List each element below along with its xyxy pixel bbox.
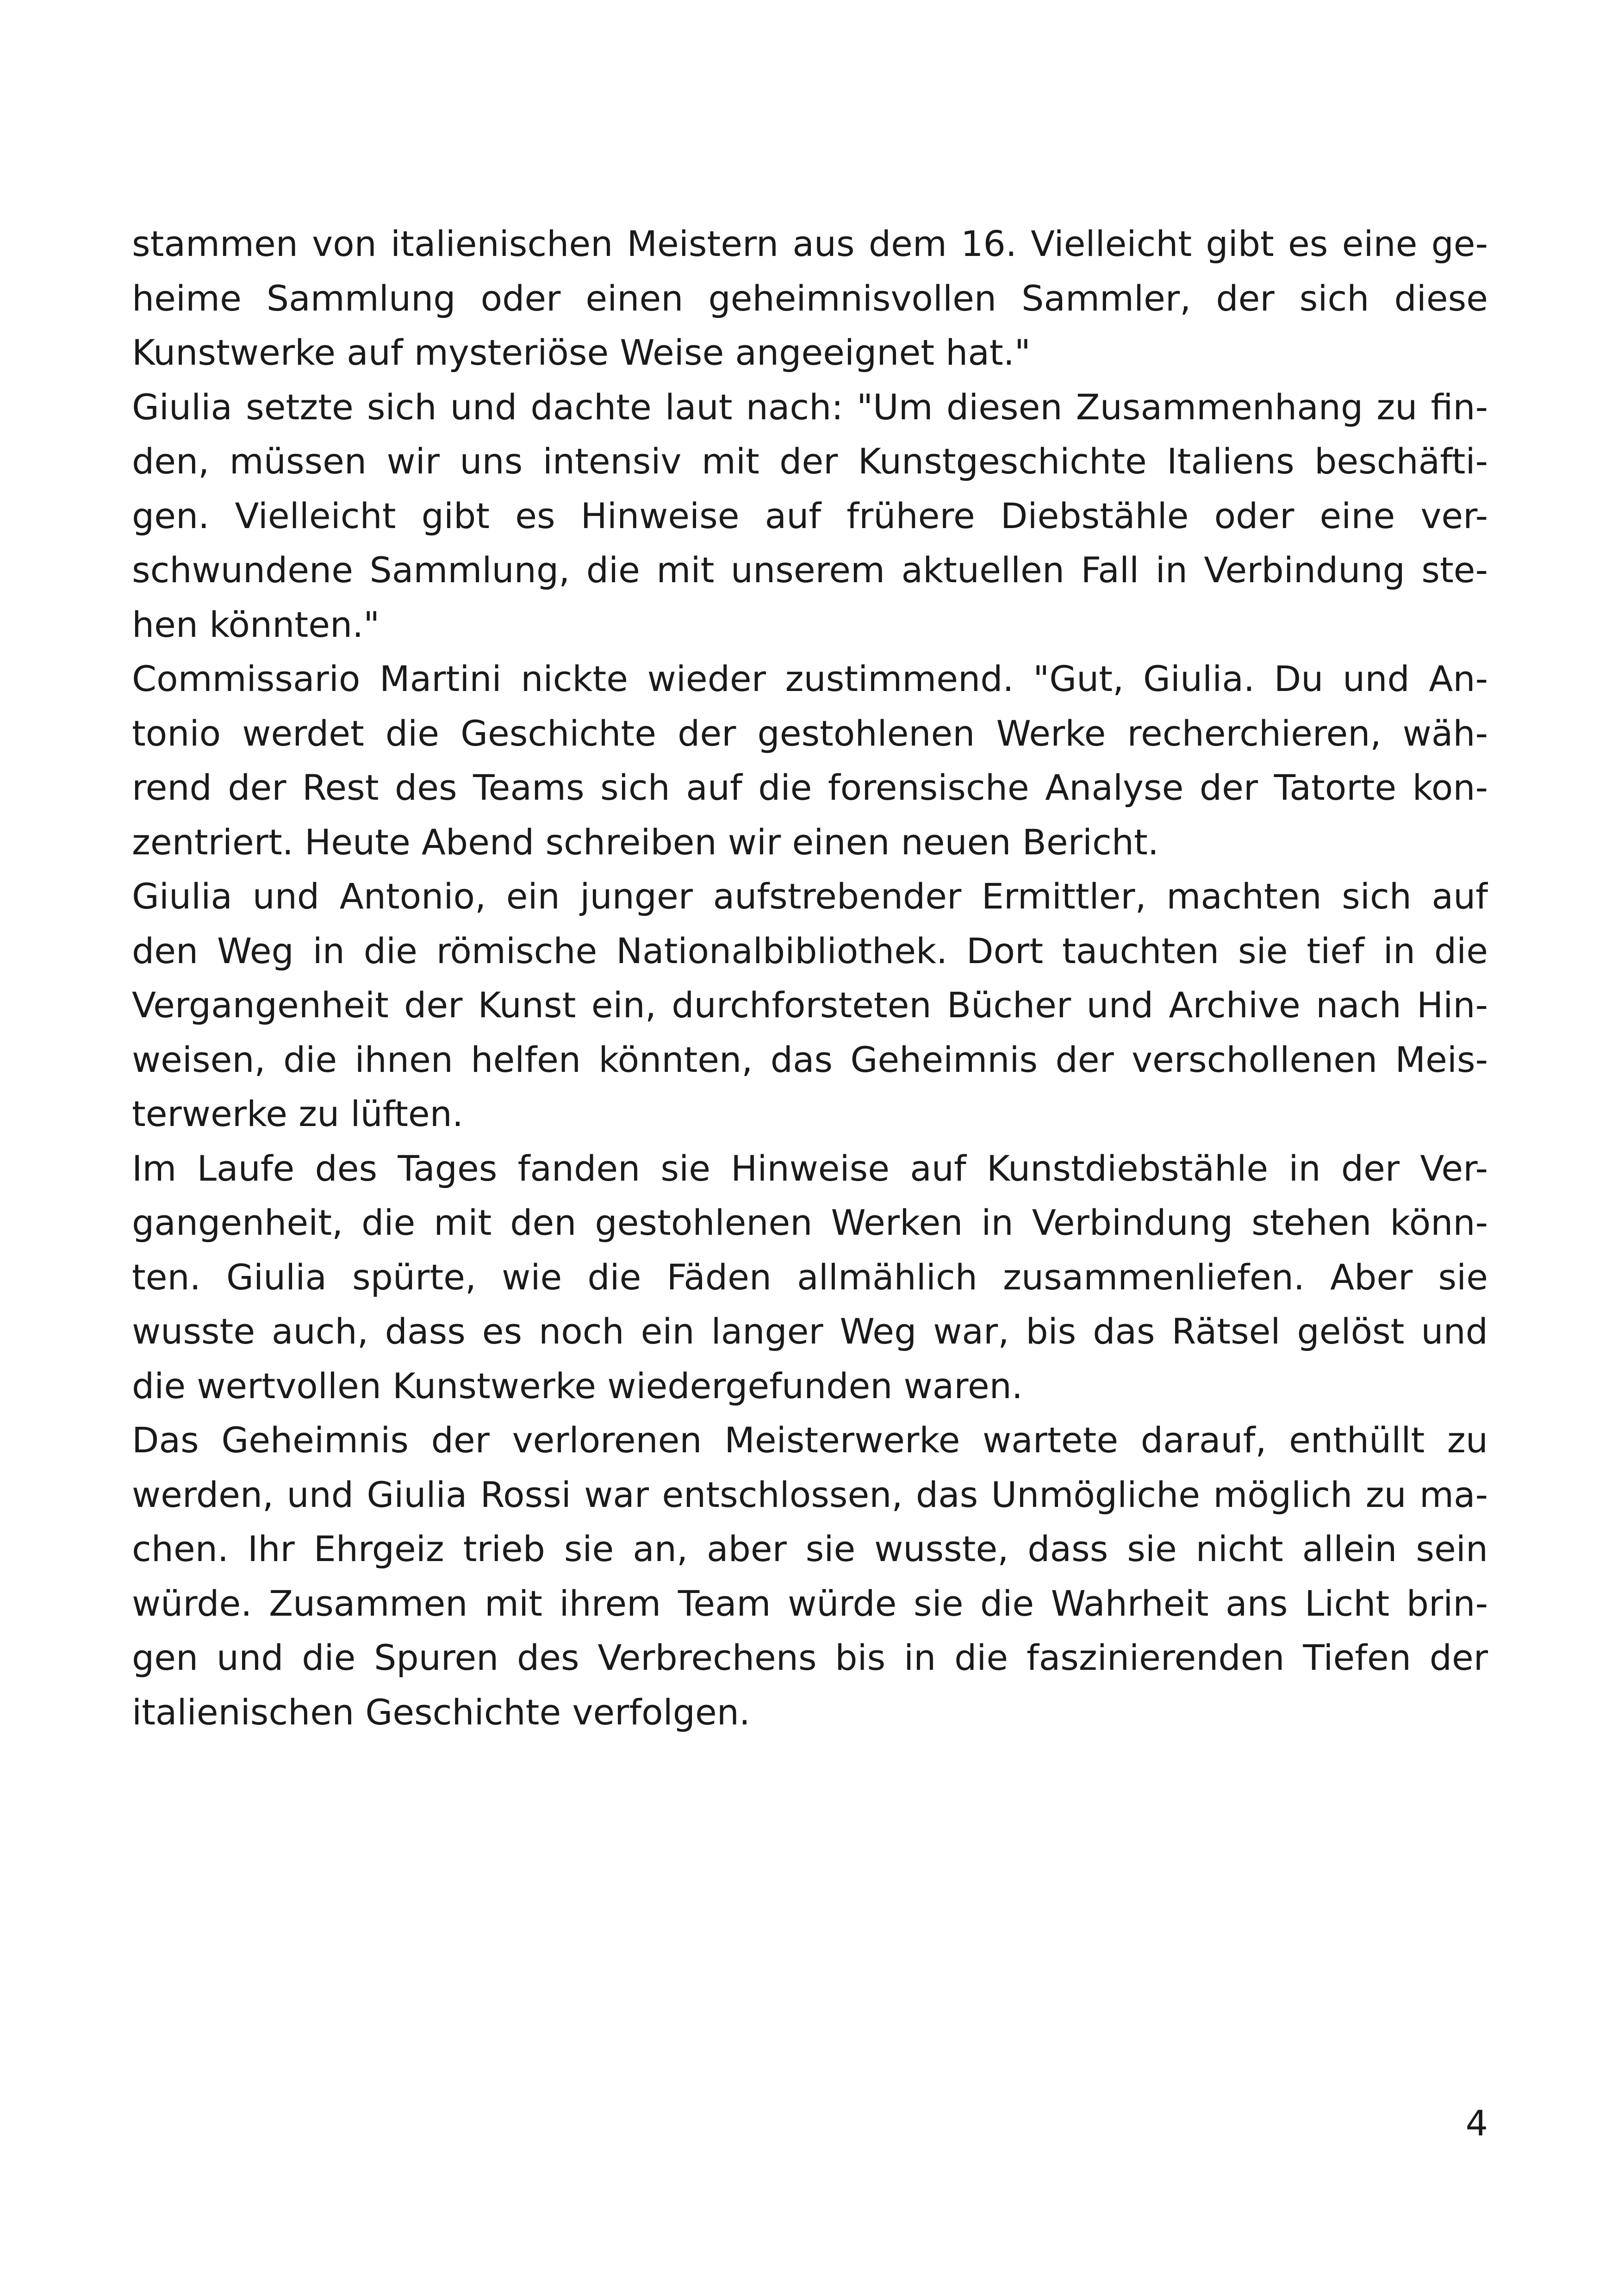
- text-line: chen. Ihr Ehrgeiz trieb sie an, aber sie wusste, dass sie nicht allein sein: [132, 1528, 1488, 1569]
- text-line: weisen, die ihnen helfen könnten, das Geheimnis der verschollenen Meis-: [132, 1039, 1488, 1080]
- text-line: Vergangenheit der Kunst ein, durchforsteten Bücher und Archive nach Hin-: [132, 984, 1488, 1026]
- body-text: [132, 217, 1488, 1739]
- text-line: italienischen Geschichte verfolgen.: [132, 1691, 751, 1733]
- text-line: gangenheit, die mit den gestohlenen Werken in Verbindung stehen könn-: [132, 1202, 1488, 1243]
- text-line: Giulia und Antonio, ein junger aufstrebender Ermittler, machten sich auf: [132, 876, 1488, 917]
- text-line: die wertvollen Kunstwerke wiedergefunden waren.: [132, 1365, 1023, 1406]
- text-line: hen könnten.": [132, 604, 380, 645]
- text-line: Kunstwerke auf mysteriöse Weise angeeignet hat.": [132, 332, 1031, 373]
- text-line: würde. Zusammen mit ihrem Team würde sie die Wahrheit ans Licht brin-: [132, 1582, 1488, 1624]
- text-line: ten. Giulia spürte, wie die Fäden allmählich zusammenliefen. Aber sie: [132, 1256, 1488, 1298]
- text-line: Das Geheimnis der verlorenen Meisterwerke wartete darauf, enthüllt zu: [132, 1419, 1488, 1461]
- text-line: schwundene Sammlung, die mit unserem aktuellen Fall in Verbindung ste-: [132, 549, 1488, 591]
- text-line: Commissario Martini nickte wieder zustimmend. "Gut, Giulia. Du und An-: [132, 658, 1488, 699]
- text-line: terwerke zu lüften.: [132, 1093, 463, 1134]
- text-line: Giulia setzte sich und dachte laut nach: "Um diesen Zusammenhang zu fin-: [132, 386, 1488, 428]
- page-number: 4: [1465, 2103, 1488, 2144]
- text-line: rend der Rest des Teams sich auf die forensische Analyse der Tatorte kon-: [132, 767, 1488, 808]
- text-line: gen. Vielleicht gibt es Hinweise auf frühere Diebstähle oder eine ver-: [132, 495, 1488, 536]
- text-line: den, müssen wir uns intensiv mit der Kunstgeschichte Italiens beschäfti-: [132, 441, 1488, 482]
- text-line: Im Laufe des Tages fanden sie Hinweise auf Kunstdiebstähle in der Ver-: [132, 1147, 1488, 1189]
- text-line: heime Sammlung oder einen geheimnisvollen Sammler, der sich diese: [132, 277, 1488, 319]
- text-line: den Weg in die römische Nationalbibliothek. Dort tauchten sie tief in die: [132, 930, 1488, 971]
- text-line: wusste auch, dass es noch ein langer Weg war, bis das Rätsel gelöst und: [132, 1311, 1488, 1352]
- text-line: gen und die Spuren des Verbrechens bis in die faszinierenden Tiefen der: [132, 1637, 1488, 1678]
- text-line: zentriert. Heute Abend schreiben wir einen neuen Bericht.: [132, 821, 1159, 863]
- text-line: tonio werdet die Geschichte der gestohlenen Werke recherchieren, wäh-: [132, 712, 1488, 754]
- text-line: stammen von italienischen Meistern aus dem 16. Vielleicht gibt es eine ge-: [132, 223, 1488, 264]
- text-line: werden, und Giulia Rossi war entschlossen, das Unmögliche möglich zu ma-: [132, 1474, 1488, 1515]
